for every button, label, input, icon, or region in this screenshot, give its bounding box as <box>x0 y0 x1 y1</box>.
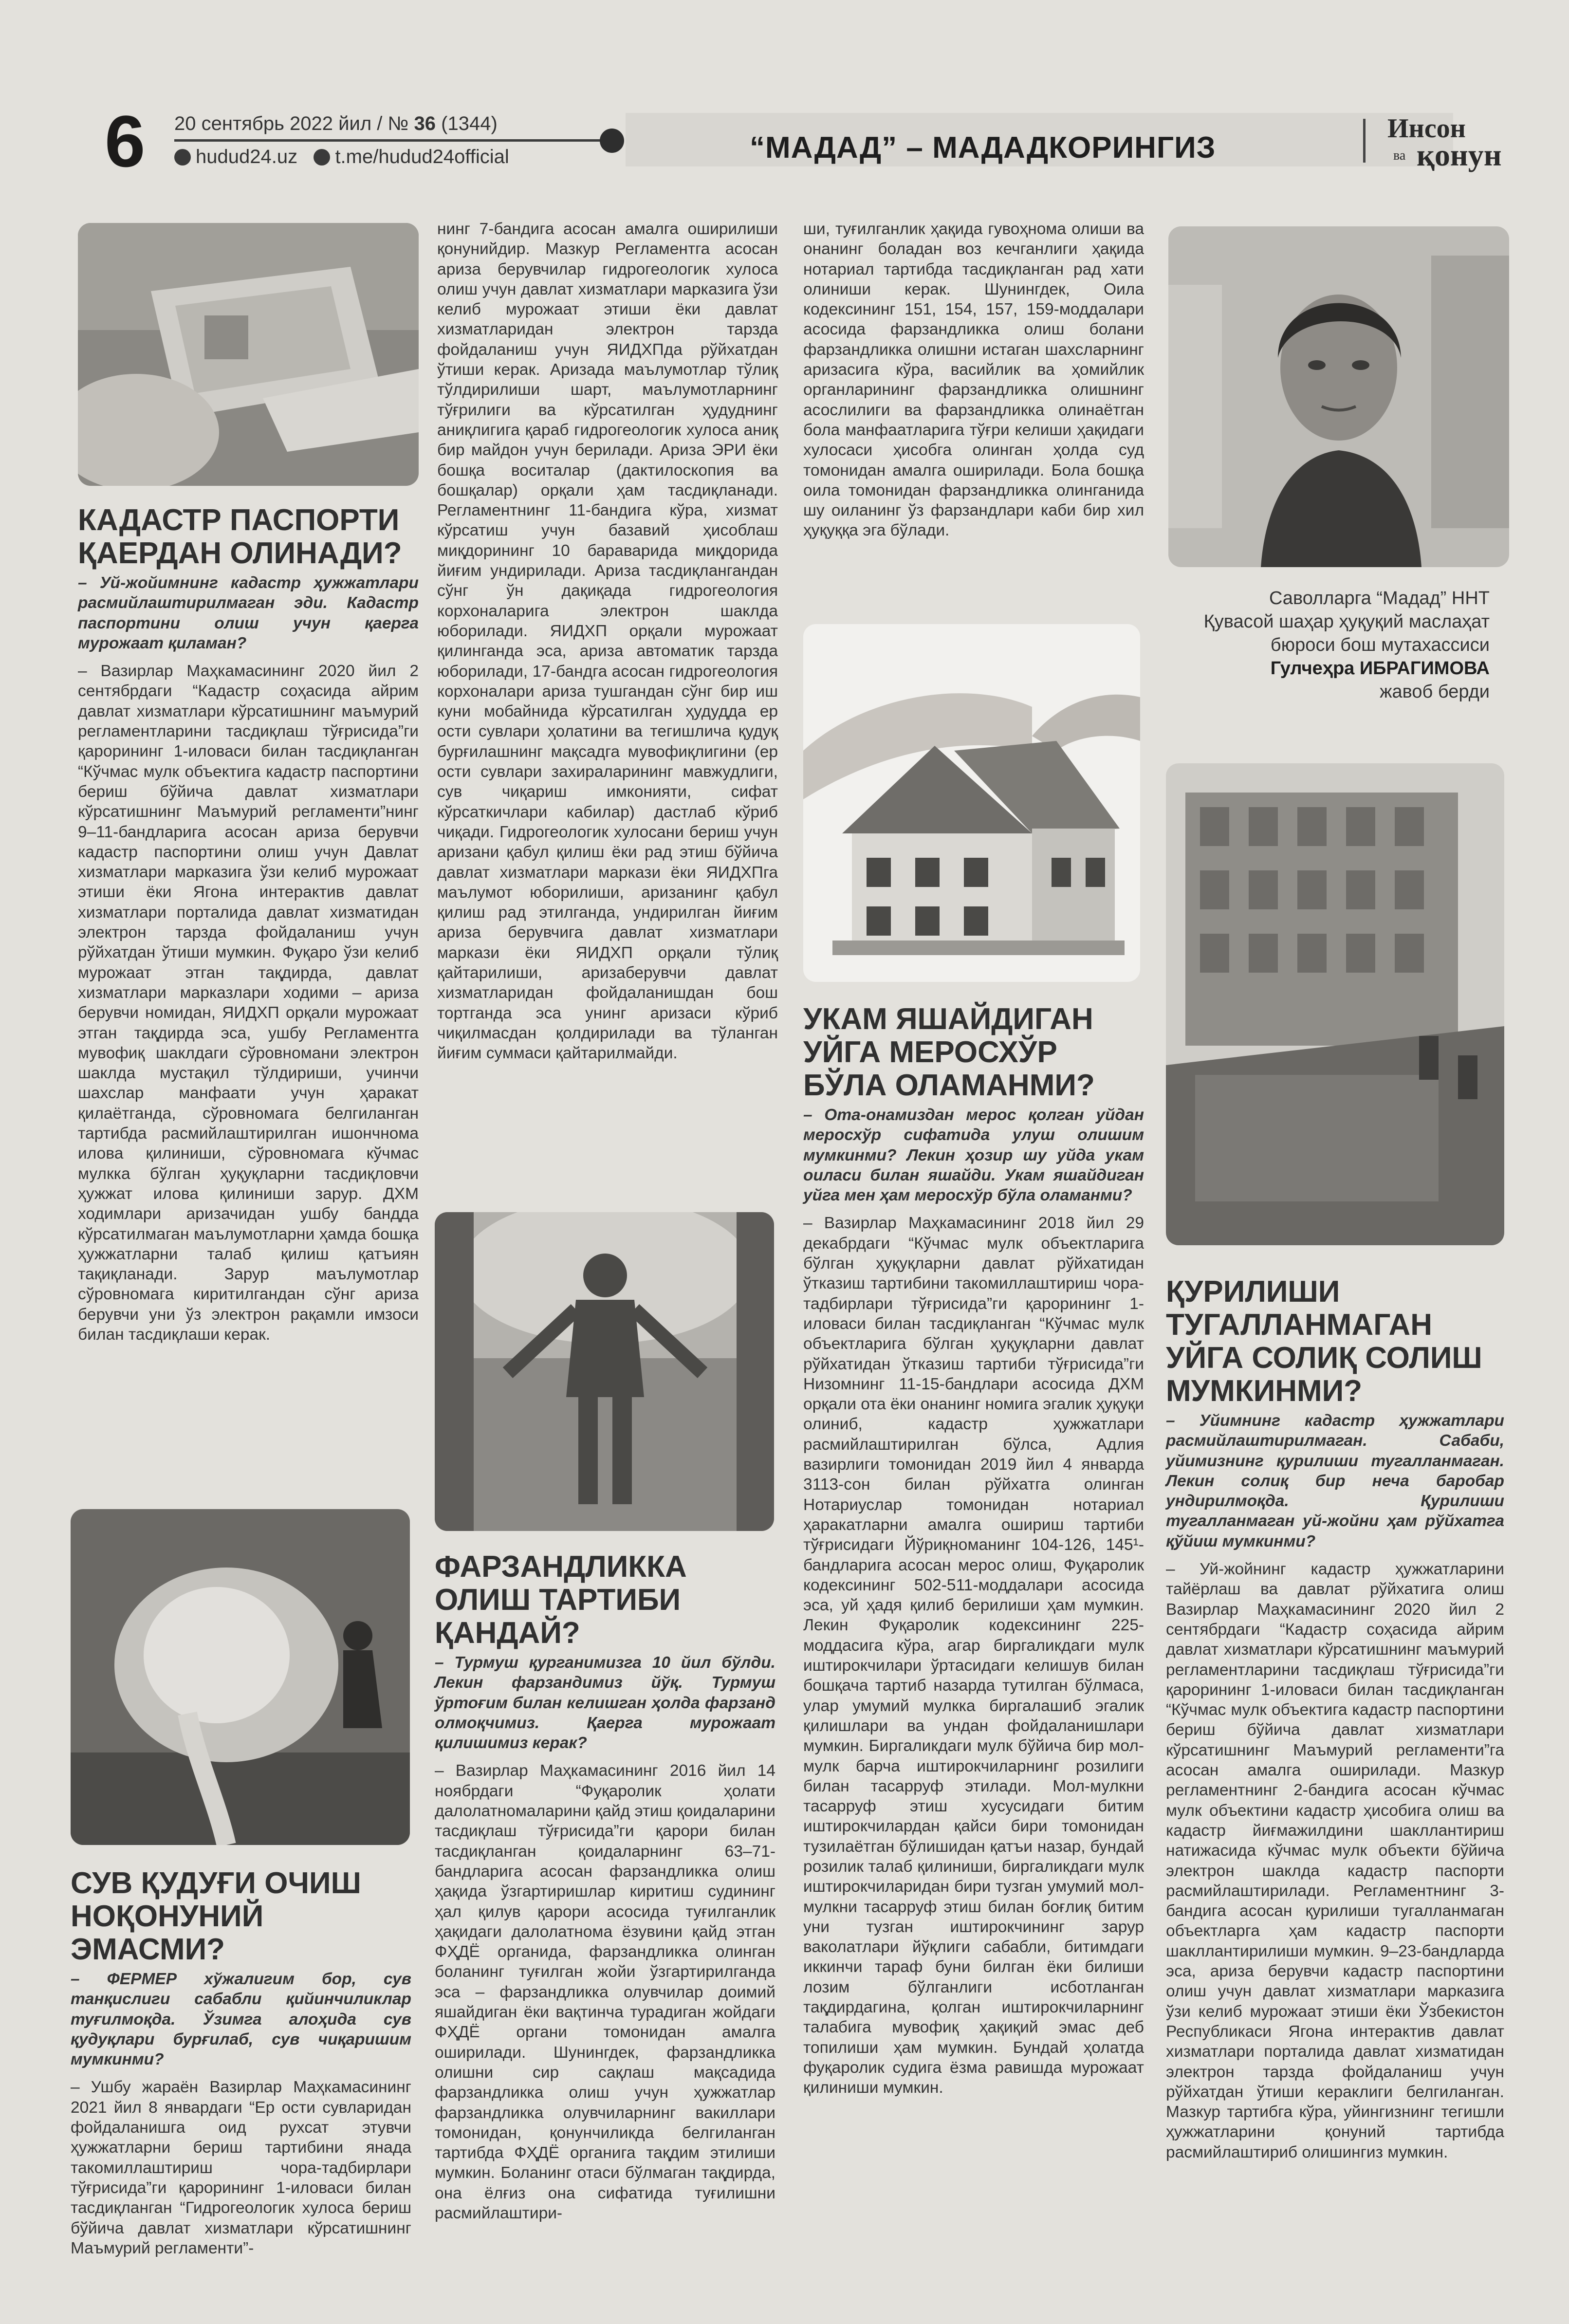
telegram-link[interactable]: t.me/hudud24official <box>335 146 509 167</box>
article-answer-continued: ши, туғилганлик ҳақида гувоҳнома олиши ва онанинг боладан воз кечганлиги ҳақида нотариал тартибда тасдиқланган рад хати олиниши керак. Шунингдек, Оила кодексининг 151, 154, 157, 159-моддалари асосида фарзандликка олиш болани фарзандликка олишни истаган шахсларнинг аризасига кўра, васийлик ва ҳомийлик органларининг фарзандликка олишнинг асослилиги ва фарзандликка олинаётган бола манфаатларига тўғри келиши ҳақидаги хулосаси ҳисобга олинган ҳолда суд томонидан амалга оширилади. Бола бошқа оила томонидан фарзандликка олинганида шу оиланинг ўз фарзандлари каби бир хил ҳуқуққа эга бўлади. <box>803 220 1144 540</box>
page-number: 6 <box>105 100 146 182</box>
article-answer: – Уй-жойнинг кадастр ҳужжатларини тайёрлаш ва давлат рўйхатига олиш Вазирлар Маҳкамасининг 2020 йил 2 сентябрдаги “Кадастр соҳасида айрим давлат хизматлари кўрсатишнинг маъмурий регламентларини тасдиқлаш тўғрисида”ги қарорининг 1-иловаси билан тасдиқланган “Кўчмас мулк объектига кадастр паспортини бериш бўйича давлат хизматлари кўрсатишнинг Маъмурий регламенти”га асосан амалга оширилади. Мазкур регламентнинг 2-бандига асосан кўчмас мулк объектини кадастр ҳисобига олиш ва кадастр йиғмажилдини шакллантириш натижасида кўчмас мулк объекти бўйича электрон шаклда кадастр паспорти расмийлаштирилади. Регламентнинг 3-бандига асосан қурилиши тугалланмаган объектларга ҳам кадастр паспорти шакллантирилиши мумкин. 9–23-бандларда эса, ариза берувчи кадастр паспортини олиш учун давлат хизматлари марказига ўзи келиб мурожаат этиши ёки Ўзбекистон Республикаси Ягона интерактив давлат хизматлари порталида давлат хизматидан электрон тарзда фойдаланиш учун рўйхатдан ўтиши кераклиги белгиланган. Мазкур тартибга кўра, уйингизнинг тегишли ҳужжатларини қонуний тартибда расмийлаштириб олишингиз мумкин. <box>1166 1560 1504 2161</box>
article-headline: ФАРЗАНДЛИККА ОЛИШ ТАРТИБИ ҚАНДАЙ? <box>435 1550 687 1650</box>
brand-logo-line1: Инсон <box>1387 113 1466 144</box>
globe-icon <box>174 149 191 166</box>
cadastre-document-photo <box>78 223 419 486</box>
article-answer: – Вазирлар Маҳкамасининг 2018 йил 29 декабрдаги “Кўчмас мулк объектларига бўлган ҳуқуқларни давлат рўйхатидан ўтказиш тартибини такомиллаштириш чора-тадбирлари тўғрисида”ги қарорининг 1-иловаси билан тасдиқланган “Кўчмас мулк объектларига бўлган ҳуқуқларни давлат рўйхатидан ўтказиш тартиби тўғрисида”ги Низомнинг 11-15-бандлари асосида ДХМ орқали ота ёки онанинг номига эгалик ҳуқуқи олиниб, кадастр ҳужжатлари расмийлаштирилган бўлса, Адлия вазирлиги томонидан 2019 йил 4 январда 3113-сон билан рўйхатга олинган Нотариуслар томонидан нотариал ҳаракатларни амалга ошириш тартиби тўғрисидаги Йўриқноманинг 104-126, 145¹-бандларига асосан мерос олиш, Фуқаролик кодексининг 502-511-моддалари асосида эса, уй ҳадя қилиб берилиши ҳам мумкин. Лекин Фуқаролик кодексининг 225-моддасига кўра, агар биргаликдаги мулк иштирокчилари ўртасидаги келишув билан бошқача тартиб назарда тутилган бўлмаса, улар умумий мулкка биргалашиб эгалик қилишлари ва ундан фойдаланишлари мумкин. Биргаликдаги мулк бўйича бир мол-мулк барча иштирокчиларнинг розилиги билан тасарруф этилади. Мол-мулкни тасарруф этиш хусусидаги битим иштирокчилардан қайси бири томонидан тузилаётган бўлишидан қатъи назар, бундай розилик талаб қилиниши, биргаликдаги мулк иштирокчиларидан бири тузган умумий мол-мулкни тасарруф этиш билан боғлиқ битим уни тузган иштирокчининг зарур ваколатлари йўқлиги сабабли, битимдаги иккинчи тараф буни билган ёки билиши лозим бўлганлиги исботланган тақдирдагина, қолган иштирокчиларнинг талабига мувофиқ ҳақиқий эмас деб топилиши ҳам мумкин. Бундай ҳолатда фуқаролик судига ёзма равишда мурожаат қилиниши мумкин. <box>803 1214 1144 2097</box>
header-links <box>174 146 509 168</box>
issue-number: 36 <box>414 113 436 134</box>
article-adoption-continued <box>803 219 1144 541</box>
expert-caption <box>1120 587 1490 703</box>
article-headline: ҚУРИЛИШИ ТУГАЛЛАНМАГАН УЙГА СОЛИҚ СОЛИШ МУМКИНМИ? <box>1166 1275 1482 1408</box>
article-answer: – Вазирлар Маҳкамасининг 2020 йил 2 сентябрдаги “Кадастр соҳасида айрим давлат хизматлари кўрсатишнинг маъмурий регламентларини тасдиқлаш тўғрисида”ги қарорининг 1-иловаси билан тасдиқланган “Кўчмас мулк объектига кадастр паспортини бериш бўйича давлат хизматлари кўрсатишнинг Маъмурий регламенти”нинг 9–11-бандларига асосан ариза берувчи кадастр паспортини олиш учун Давлат хизматлари марказига ўзи келиб мурожаат этиши ёки Ягона интерактив давлат хизматлари порталида давлат хизматидан электрон тарзда фойдаланиш учун рўйхатдан ўтиши мумкин. Фуқаро ўзи келиб мурожаат этган тақдирда, давлат хизматлари марказлари ходими – ариза берувчи номидан, ЯИДХП орқали мурожаат этган тақдирда эса, ушбу Регламентга мувофиқ шаклдаги сўровномани электрон шаклда мустақил тўлдириши, учинчи шахслар манфаати учун ҳаракат қилаётганда, сўровномага белгиланган тартибда расмийлаштирилган ишончнома илова қилиниши, сўровномага кўчмас мулкка бўлган ҳуқуқларни тасдиқловчи ҳужжат илова қилиниши зарур. ДХМ ходимлари аризачидан ушбу бандда кўрсатилмаган маълумотларни ҳамда бошқа ҳужжатларни талаб қилиш қатъиян тақиқланади. Зарур маълумотлар сўровномага киритилгандан сўнг ариза берувчи уни ўз электрон рақамли имзоси билан тасдиқлаши керак. <box>78 662 419 1344</box>
article-inheritance <box>803 1003 1144 2098</box>
article-answer: – Вазирлар Маҳкамасининг 2016 йил 14 ноябрдаги “Фуқаролик ҳолати далолатномаларини қайд этиш қоидаларини тасдиқлаш тўғрисида”ги қарори билан тасдиқланган қоидаларнинг 63–71-бандларига асосан фарзандликка олиш ҳақида ўзгартиришлар киритиш судининг ҳал қилув қарори асосида туғилганлик ҳақидаги далолатнома ёзувини қайд этган ФҲДЁ органида, фарзандликка олинган боланинг туғилган жойи ўзгартирилганда эса – фарзандликка олувчилар доимий яшайдиган ёки вақтинча турадиган жойдаги ФҲДЁ органи томонидан амалга оширилади. Шунингдек, фарзандликка олишни сир сақлаш мақсадида фарзандликка олиш учун ҳужжатлар фарзандликка олувчиларнинг вакиллари томонидан, қонунчиликда белгиланган тартибда ФҲДЁ органига тақдим этилиши мумкин. Боланинг отаси бўлмаган тақдирда, она ёлғиз она сифатида туғилишни расмийлаштири- <box>435 1762 775 2223</box>
caption-line: жавоб берди <box>1380 682 1490 702</box>
caption-line: бюроси бош мутахассиси <box>1270 635 1490 655</box>
article-headline: СУВ ҚУДУҒИ ОЧИШ НОҚОНУНИЙ ЭМАСМИ? <box>71 1866 361 1966</box>
article-question: – ФЕРМЕР хўжалигим бор, сув танқислиги сабабли қийинчиликлар туғилмоқда. Ўзимга алоҳида сув қудуқлари бурғилаб, сув чиқаришим мумкинми? <box>71 1970 411 2069</box>
article-construction <box>1166 1275 1504 2162</box>
article-well-continued <box>437 219 778 1063</box>
issue-prefix: / № <box>377 113 409 134</box>
article-well <box>71 1867 411 2258</box>
caption-line: Саволларга “Мадад” ННТ <box>1269 588 1490 609</box>
child-silhouette-photo <box>435 1212 774 1531</box>
brand-logo-line3: қонун <box>1417 138 1502 172</box>
building-construction-photo <box>1166 763 1504 1245</box>
article-question: – Турмуш қурганимизга 10 йил бўлди. Лекин фарзандимиз йўқ. Турмуш ўртоғим билан келишган ҳолда фарзанд олмоқчимиз. Қаерга мурожаат қилишимиз керак? <box>435 1654 775 1752</box>
issue-total: (1344) <box>441 113 498 134</box>
issue-info <box>174 113 498 135</box>
header-dot <box>600 129 624 153</box>
article-answer: – Ушбу жараён Вазирлар Маҳкамасининг 2021 йил 8 январдаги “Ер ости сувларидан фойдаланишга оид рухсат этувчи ҳужжатларни бериш тартибини янада такомиллаштириш чора-тадбирлари тўғрисида”ги қарорининг 1-иловаси билан тасдиқланган “Гидрогеологик хулоса бериш бўйича давлат хизматлари кўрсатишнинг Маъмурий регламенти”- <box>71 2078 411 2257</box>
website-link[interactable]: hudud24.uz <box>196 146 298 167</box>
issue-date: 20 сентябрь 2022 йил <box>174 113 372 134</box>
caption-line: Қувасой шаҳар ҳуқуқий маслаҳат <box>1203 611 1490 632</box>
expert-portrait-photo <box>1168 226 1509 567</box>
brand-divider <box>1363 119 1366 163</box>
section-title: “МАДАД” – МАДАДКОРИНГИЗ <box>750 131 1216 165</box>
house-model-hands-photo <box>803 624 1140 982</box>
header-rule <box>174 139 608 142</box>
telegram-icon <box>314 149 330 166</box>
brand-logo-line2: ва <box>1393 148 1406 163</box>
article-adoption <box>435 1550 775 2223</box>
article-answer-continued: нинг 7-бандига асосан амалга оширилиши қонунийдир. Мазкур Регламентга асосан ариза берувчилар гидрогеологик хулоса олиш учун давлат хизматлари марказига ўзи келиб мурожаат этиши ёки давлат хизматларидан электрон тарзда фойдаланиш учун ЯИДХПда рўйхатдан ўтиши керак. Аризада маълумотлар тўлиқ тўлдирилиши шарт, маълумотларнинг тўғрилиги ва кўрсатилган ҳудуднинг аниқлигига қараб гидрогеологик хулоса аниқ бир майдон учун берилади. Ариза ЭРИ ёки бошқа воситалар (дактилоскопия ва бошқалар) орқали ҳам тасдиқланади. Регламентнинг 11-бандига кўра, хизмат кўрсатиш учун базавий ҳисоблаш миқдорининг 10 бараварида миқдорида йиғим ундирилади. Ариза тасдиқлангандан сўнг ўн дақиқада гидрогеология корхоналарига электрон шаклда юборилади. ЯИДХП орқали мурожаат қилинганда эса, ариза автоматик тарзда юборилади, 17-бандга асосан гидрогеология корхоналари ариза тушгандан сўнг бир иш куни мобайнида кўрсатилган ҳудудда ер ости сувлари ҳолатини ва тегишлича қудуқ бурғилашнинг мақсадга мувофиқлигини (ер ости сувлари захираларининг мавжудлиги, сув чиқариш имконияти, сифат кўрсаткичлари кабилар) дастлаб кўриб чиқади. Гидрогеологик хулосани бериш учун аризани қабул қилиш ёки рад этиш бўйича давлат хизматлари маркази ёки ЯИДХПга маълумот юборилиши, аризанинг қабул қилиш рад этилганда, ундирилган йиғим ариза берувчига давлат хизматлари маркази ёки ЯИДХП орқали тўлиқ қайтарилиши, аризаберувчи давлат хизматларидан фойдаланишдан бош тортганда эса унинг аризаси кўриб чиқилмасдан қолдирилади ва тўланган йиғим суммаси қайтарилмайди. <box>437 220 778 1063</box>
expert-name: Гулчеҳра ИБРАГИМОВА <box>1270 658 1490 679</box>
article-question: – Уй-жойимнинг кадастр ҳужжатлари расмийлаштирилмаган эди. Кадастр паспортини олиш учун қаерга мурожаат қиламан? <box>78 574 419 652</box>
article-cadastre <box>78 504 419 1345</box>
article-headline: УКАМ ЯШАЙДИГАН УЙГА МЕРОСХЎР БЎЛА ОЛАМАНМИ? <box>803 1002 1095 1102</box>
water-well-photo <box>71 1509 410 1845</box>
article-question: – Ота-онамиздан мерос қолган уйдан меросхўр сифатида улуш олишим мумкинми? Лекин ҳозир шу уйда укам оиласи билан яшайди. Укам яшайдиган уйга мен ҳам меросхўр бўла оламанми? <box>803 1106 1144 1205</box>
article-question: – Уйимнинг кадастр ҳужжатлари расмийлаштирилмаган. Сабаби, уйимизнинг қурилиши тугалланмаган. Лекин солиқ бир неча баробар ундирилмоқда. Қурилиши тугалланмаган уй-жойни ҳам рўйхатга қўйиш мумкинми? <box>1166 1412 1504 1550</box>
article-headline: КАДАСТР ПАСПОРТИ ҚАЕРДАН ОЛИНАДИ? <box>78 503 402 570</box>
